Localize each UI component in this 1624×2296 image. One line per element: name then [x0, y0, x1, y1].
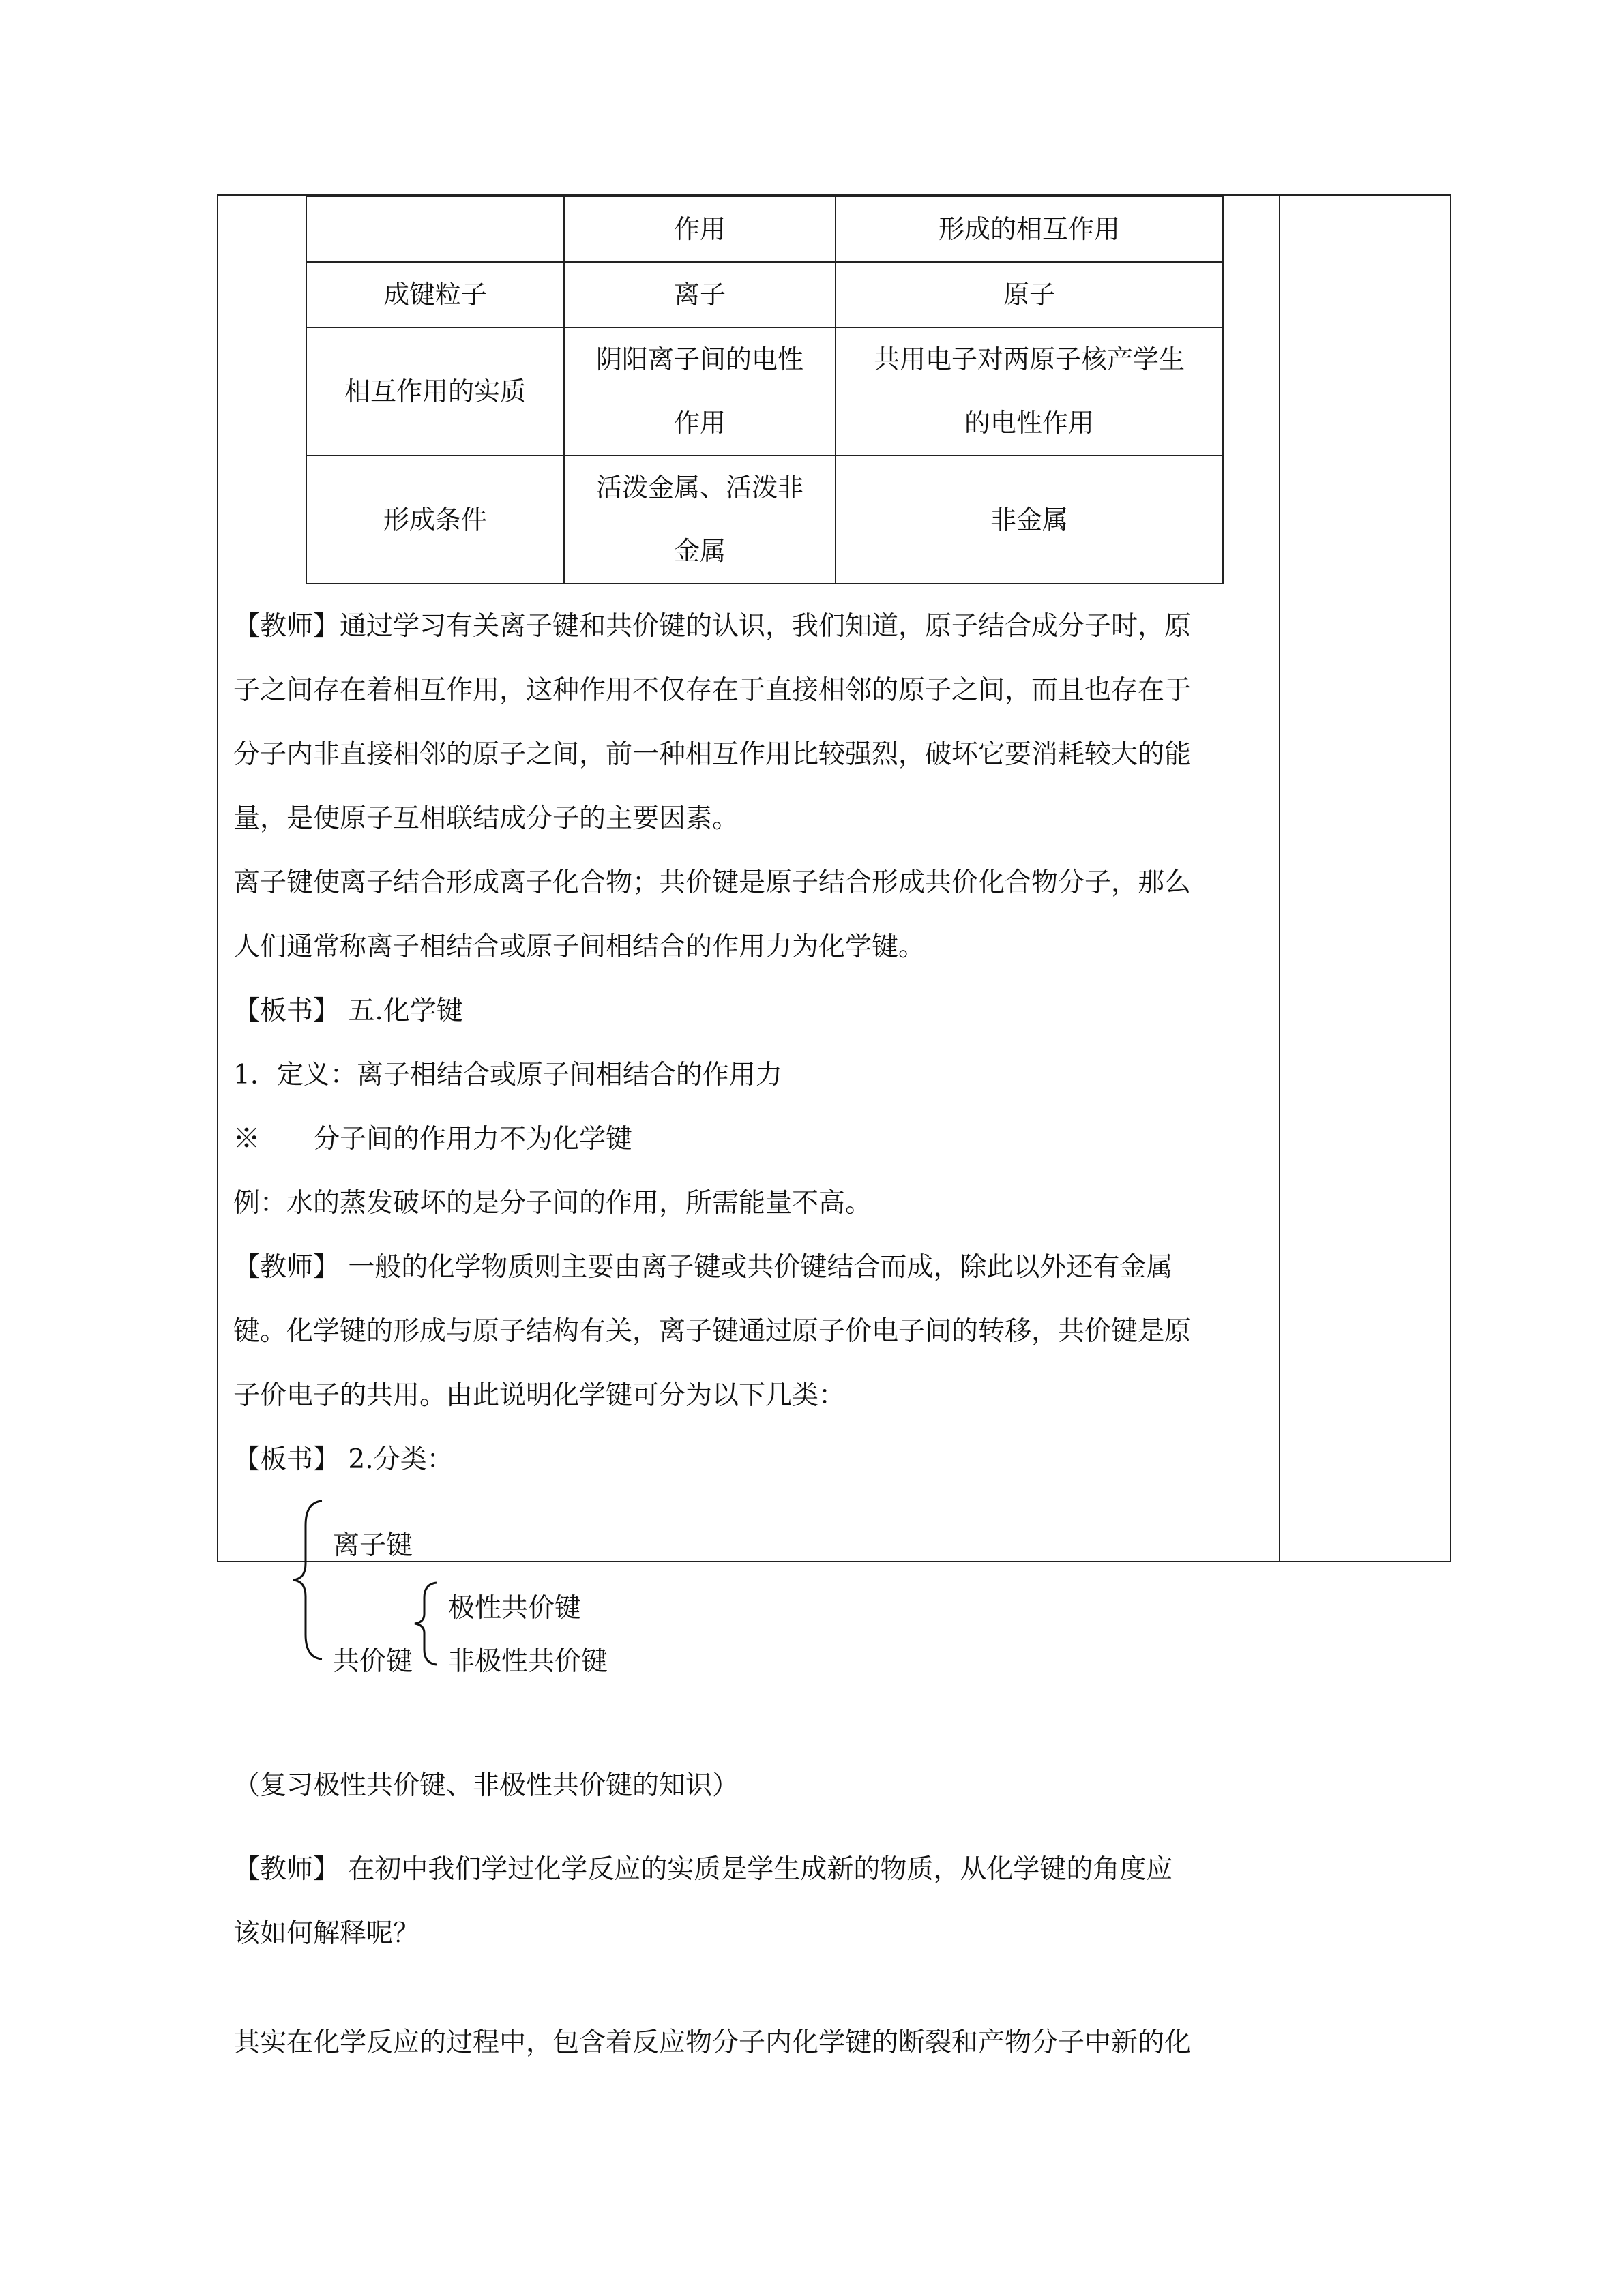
cell-line: 阴阳离子间的电性 — [595, 344, 803, 374]
table-row — [306, 456, 1223, 584]
cell-line: 作用 — [673, 408, 726, 438]
last-line: 其实在化学反应的过程中，包含着反应物分子内化学键的断裂和产物分子中新的化 — [233, 2027, 1192, 2058]
text-line: 【教师】 一般的化学物质则主要由离子键或共价键结合而成，除此以外还有金属 — [233, 1252, 1173, 1283]
cell-line: 共用电子对两原子核产学生 — [873, 344, 1185, 374]
text-line: 子价电子的共用。由此说明化学键可分为以下几类： — [233, 1380, 846, 1411]
column-divider — [1279, 196, 1280, 1561]
text-line: 分子内非直接相邻的原子之间，前一种相互作用比较强烈，破坏它要消耗较大的能 — [233, 739, 1192, 770]
teacher-paragraph-3 — [233, 1838, 1267, 1966]
table-row — [306, 327, 1223, 456]
table-cell: 形成的相互作用 — [836, 196, 1223, 262]
table-cell: 作用 — [564, 196, 836, 262]
text-line: 量，是使原子互相联结成分子的主要因素。 — [233, 803, 739, 834]
table-cell — [564, 456, 836, 584]
definition-line: 1．定义：离子相结合或原子间相结合的作用力 — [233, 1060, 782, 1090]
table-row — [306, 262, 1223, 327]
cell-line: 活泼金属、活泼非 — [595, 473, 803, 503]
table-cell: 相互作用的实质 — [306, 327, 564, 456]
inner-brace-icon — [412, 1580, 441, 1667]
polar-covalent-label: 极性共价键 — [448, 1593, 582, 1624]
board-heading-1: 【板书】 五.化学键 — [233, 996, 463, 1026]
table-cell: 形成条件 — [306, 456, 564, 584]
text-line: 该如何解释呢？ — [233, 1918, 420, 1949]
table-cell: 原子 — [836, 262, 1223, 327]
nonpolar-covalent-label: 非极性共价键 — [448, 1646, 608, 1677]
table-cell: 非金属 — [836, 456, 1223, 584]
table-cell — [306, 196, 564, 262]
cell-line: 金属 — [673, 536, 726, 566]
outer-brace-icon — [291, 1498, 327, 1662]
note-line: ※ 分子间的作用力不为化学键 — [233, 1124, 633, 1154]
table-cell — [836, 327, 1223, 456]
table-cell: 成键粒子 — [306, 262, 564, 327]
review-note: （复习极性共价键、非极性共价键的知识） — [233, 1770, 739, 1801]
text-line: 子之间存在着相互作用，这种作用不仅存在于直接相邻的原子之间，而且也存在于 — [233, 675, 1192, 706]
cell-line: 的电性作用 — [964, 408, 1094, 438]
text-line: 离子键使离子结合形成离子化合物；共价键是原子结合形成共价化合物分子，那么 — [233, 867, 1192, 898]
text-line: 键。化学键的形成与原子结构有关，离子键通过原子价电子间的转移，共价键是原 — [233, 1316, 1192, 1347]
teacher-paragraph-1 — [233, 595, 1267, 851]
text-line: 人们通常称离子相结合或原子间相结合的作用力为化学键。 — [233, 931, 926, 962]
lesson-frame — [217, 194, 1451, 2058]
board-heading-2: 【板书】 2.分类： — [233, 1444, 454, 1475]
table-cell — [564, 327, 836, 456]
covalent-bond-label: 共价键 — [333, 1646, 413, 1677]
text-line: 【教师】 在初中我们学过化学反应的实质是学生成新的物质，从化学键的角度应 — [233, 1854, 1173, 1885]
bond-comparison-table — [306, 196, 1224, 584]
text-line: 【教师】通过学习有关离子键和共价键的认识，我们知道，原子结合成分子时，原 — [233, 611, 1192, 642]
ionic-paragraph — [233, 851, 1267, 979]
table-cell: 离子 — [564, 262, 836, 327]
teacher-paragraph-2 — [233, 1236, 1267, 1428]
example-line: 例：水的蒸发破坏的是分子间的作用，所需能量不高。 — [233, 1188, 872, 1219]
ionic-bond-label: 离子键 — [333, 1530, 413, 1561]
table-row — [306, 196, 1223, 262]
